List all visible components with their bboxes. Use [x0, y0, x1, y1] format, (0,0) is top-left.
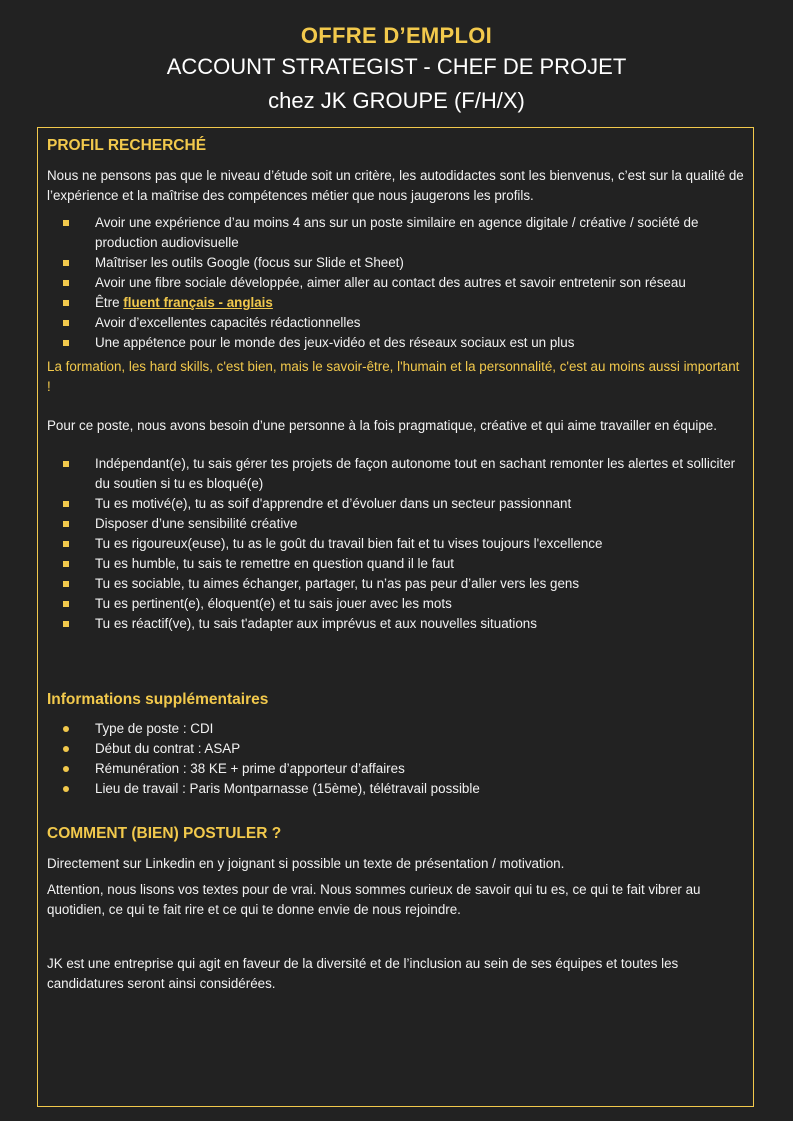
round-bullet-icon — [63, 726, 69, 732]
round-bullet-icon — [63, 746, 69, 752]
list-item: Tu es sociable, tu aimes échanger, partager, tu n’as pas peur d’aller vers les gens — [47, 574, 744, 594]
list-item: Une appétence pour le monde des jeux-vidéo et des réseaux sociaux est un plus — [47, 333, 744, 353]
square-bullet-icon — [63, 541, 69, 547]
list-item: Type de poste : CDI — [47, 719, 744, 739]
diversity-statement: JK est une entreprise qui agit en faveur de la diversité et de l’inclusion au sein de ses équipes et toutes les candidatures seront ainsi considérées. — [47, 956, 679, 991]
document-header — [0, 0, 793, 118]
list-item: Indépendant(e), tu sais gérer tes projets de façon autonome tout en sachant remonter les alertes et solliciter du soutien si tu es bloqué(e) — [47, 454, 744, 494]
content-panel — [37, 127, 754, 1107]
info-section-title: Informations supplémentaires — [47, 691, 269, 708]
soft-skills-note: La formation, les hard skills, c'est bien, mais le savoir-être, l'humain et la personnalité, c'est au moins aussi important ! — [47, 359, 740, 394]
role-title: ACCOUNT STRATEGIST - CHEF DE PROJET — [166, 54, 627, 79]
info-list — [47, 719, 744, 799]
square-bullet-icon — [63, 260, 69, 266]
round-bullet-icon — [63, 766, 69, 772]
list-item: Tu es humble, tu sais te remettre en question quand il le faut — [47, 554, 744, 574]
square-bullet-icon — [63, 300, 69, 306]
square-bullet-icon — [63, 220, 69, 226]
square-bullet-icon — [63, 461, 69, 467]
square-bullet-icon — [63, 621, 69, 627]
qualities-list — [47, 454, 744, 634]
list-item: Avoir d’excellentes capacités rédactionnelles — [47, 313, 744, 333]
profile-section-title: PROFIL RECHERCHÉ — [47, 137, 207, 154]
offer-heading: OFFRE D’EMPLOI — [300, 23, 493, 48]
apply-section-title: COMMENT (BIEN) POSTULER ? — [47, 825, 282, 842]
square-bullet-icon — [63, 581, 69, 587]
list-item: Rémunération : 38 KE + prime d’apporteur d’affaires — [47, 759, 744, 779]
list-item: Disposer d’une sensibilité créative — [47, 514, 744, 534]
list-item: Maîtriser les outils Google (focus sur Slide et Sheet) — [47, 253, 744, 273]
list-item: Être fluent français - anglais — [47, 293, 744, 313]
square-bullet-icon — [63, 280, 69, 286]
company-line: chez JK GROUPE (F/H/X) — [268, 88, 525, 113]
list-item: Lieu de travail : Paris Montparnasse (15ème), télétravail possible — [47, 779, 744, 799]
square-bullet-icon — [63, 501, 69, 507]
need-intro: Pour ce poste, nous avons besoin d’une personne à la fois pragmatique, créative et qui aime travailler en équipe. — [47, 418, 717, 433]
square-bullet-icon — [63, 561, 69, 567]
profile-intro: Nous ne pensons pas que le niveau d’étude soit un critère, les autodidactes sont les bienvenus, c’est sur la qualité de l’expérience et la maîtrise des compétences métier que nous jaugerons les profils. — [47, 168, 744, 203]
round-bullet-icon — [63, 786, 69, 792]
square-bullet-icon — [63, 340, 69, 346]
apply-instructions: Directement sur Linkedin en y joignant si possible un texte de présentation / motivation. — [47, 856, 565, 871]
requirements-list — [47, 213, 744, 353]
list-item: Tu es rigoureux(euse), tu as le goût du travail bien fait et tu vises toujours l'excellence — [47, 534, 744, 554]
square-bullet-icon — [63, 601, 69, 607]
list-item: Avoir une expérience d’au moins 4 ans sur un poste similaire en agence digitale / créative / société de production audiovisuelle — [47, 213, 744, 253]
list-item: Tu es motivé(e), tu as soif d'apprendre et d’évoluer dans un secteur passionnant — [47, 494, 744, 514]
list-item: Avoir une fibre sociale développée, aimer aller au contact des autres et savoir entretenir son réseau — [47, 273, 744, 293]
list-item: Tu es réactif(ve), tu sais t'adapter aux imprévus et aux nouvelles situations — [47, 614, 744, 634]
square-bullet-icon — [63, 320, 69, 326]
list-item: Début du contrat : ASAP — [47, 739, 744, 759]
square-bullet-icon — [63, 521, 69, 527]
fluent-highlight-link[interactable]: fluent français - anglais — [123, 295, 273, 310]
apply-note: Attention, nous lisons vos textes pour de vrai. Nous sommes curieux de savoir qui tu es, ce qui te fait vibrer au quotidien, ce qui te fait rire et ce qui te donne envie de nous rejoindre. — [47, 882, 701, 917]
list-item: Tu es pertinent(e), éloquent(e) et tu sais jouer avec les mots — [47, 594, 744, 614]
